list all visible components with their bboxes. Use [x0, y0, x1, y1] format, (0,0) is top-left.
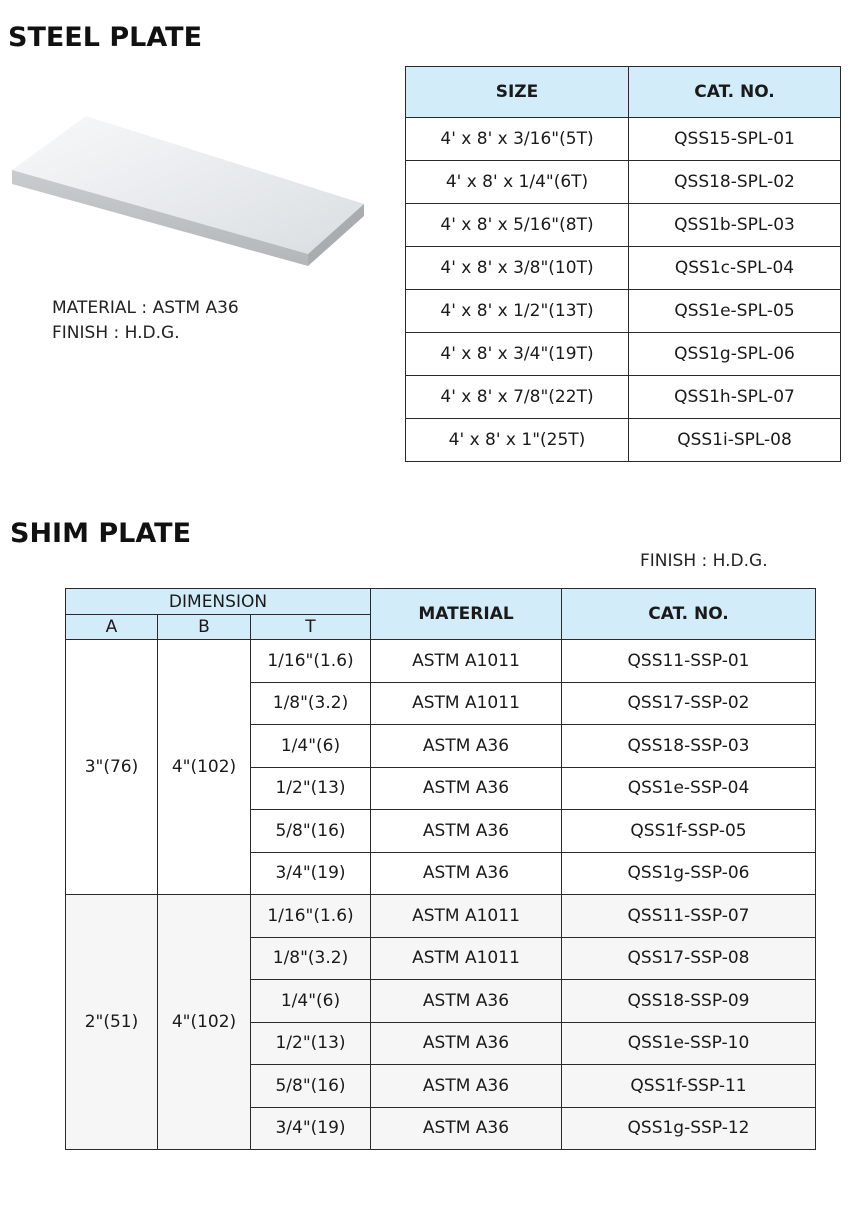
table-row [406, 419, 841, 462]
cat-no-header: CAT. NO. [562, 589, 816, 640]
size-cell: 4' x 8' x 1/2"(13T) [406, 290, 629, 333]
cat-no-cell: QSS18-SPL-02 [629, 161, 841, 204]
cat-no-cell: QSS1g-SSP-06 [562, 852, 816, 895]
cat-no-cell: QSS1h-SPL-07 [629, 376, 841, 419]
cat-no-cell: QSS1g-SPL-06 [629, 333, 841, 376]
material-cell: ASTM A1011 [371, 895, 562, 938]
steel-plate-title: STEEL PLATE [8, 22, 203, 53]
cat-no-cell: QSS1e-SSP-10 [562, 1022, 816, 1065]
table-row [406, 376, 841, 419]
shim-plate-title: SHIM PLATE [10, 518, 192, 549]
dimension-t-cell: 1/16"(1.6) [251, 895, 371, 938]
dimension-t-cell: 1/16"(1.6) [251, 640, 371, 683]
material-cell: ASTM A36 [371, 852, 562, 895]
cat-no-cell: QSS1c-SPL-04 [629, 247, 841, 290]
steel-plate-table [405, 66, 841, 462]
material-cell: ASTM A36 [371, 1107, 562, 1150]
cat-no-cell: QSS18-SSP-03 [562, 725, 816, 768]
dimension-t-cell: 5/8"(16) [251, 810, 371, 853]
cat-no-cell: QSS1g-SSP-12 [562, 1107, 816, 1150]
table-row [406, 290, 841, 333]
shim-plate-finish: FINISH : H.D.G. [640, 551, 768, 571]
cat-no-cell: QSS11-SSP-07 [562, 895, 816, 938]
table-row [66, 640, 816, 683]
cat-no-cell: QSS18-SSP-09 [562, 980, 816, 1023]
material-cell: ASTM A1011 [371, 937, 562, 980]
dimension-t-cell: 3/4"(19) [251, 852, 371, 895]
dimension-t-cell: 1/8"(3.2) [251, 937, 371, 980]
dimension-a-cell: 3"(76) [66, 640, 158, 895]
cat-no-cell: QSS1f-SSP-05 [562, 810, 816, 853]
steel-plate-illustration [8, 112, 368, 272]
dimension-t-cell: 3/4"(19) [251, 1107, 371, 1150]
table-row [406, 204, 841, 247]
steel-plate-finish: FINISH : H.D.G. [52, 323, 180, 343]
dimension-a-header: A [66, 615, 158, 640]
size-cell: 4' x 8' x 1"(25T) [406, 419, 629, 462]
material-cell: ASTM A1011 [371, 682, 562, 725]
table-row [66, 895, 816, 938]
size-cell: 4' x 8' x 5/16"(8T) [406, 204, 629, 247]
table-row [406, 161, 841, 204]
table-row [406, 247, 841, 290]
shim-plate-table [65, 588, 816, 1150]
cat-no-header: CAT. NO. [629, 67, 841, 118]
dimension-t-header: T [251, 615, 371, 640]
size-cell: 4' x 8' x 1/4"(6T) [406, 161, 629, 204]
cat-no-cell: QSS1i-SPL-08 [629, 419, 841, 462]
dimension-header: DIMENSION [66, 589, 371, 615]
cat-no-cell: QSS1f-SSP-11 [562, 1065, 816, 1108]
cat-no-cell: QSS1e-SSP-04 [562, 767, 816, 810]
material-cell: ASTM A36 [371, 767, 562, 810]
cat-no-cell: QSS1b-SPL-03 [629, 204, 841, 247]
table-row [406, 118, 841, 161]
dimension-a-cell: 2"(51) [66, 895, 158, 1150]
material-cell: ASTM A36 [371, 1065, 562, 1108]
size-cell: 4' x 8' x 7/8"(22T) [406, 376, 629, 419]
dimension-t-cell: 1/8"(3.2) [251, 682, 371, 725]
size-cell: 4' x 8' x 3/16"(5T) [406, 118, 629, 161]
cat-no-cell: QSS15-SPL-01 [629, 118, 841, 161]
cat-no-cell: QSS17-SSP-02 [562, 682, 816, 725]
dimension-t-cell: 1/2"(13) [251, 1022, 371, 1065]
shim-table-header-row [66, 589, 816, 615]
dimension-t-cell: 1/4"(6) [251, 725, 371, 768]
material-cell: ASTM A1011 [371, 640, 562, 683]
cat-no-cell: QSS1e-SPL-05 [629, 290, 841, 333]
material-cell: ASTM A36 [371, 810, 562, 853]
steel-table-header-row [406, 67, 841, 118]
table-row [406, 333, 841, 376]
cat-no-cell: QSS11-SSP-01 [562, 640, 816, 683]
cat-no-cell: QSS17-SSP-08 [562, 937, 816, 980]
steel-plate-material: MATERIAL : ASTM A36 [52, 298, 239, 318]
material-header: MATERIAL [371, 589, 562, 640]
dimension-b-cell: 4"(102) [158, 895, 251, 1150]
material-cell: ASTM A36 [371, 980, 562, 1023]
dimension-t-cell: 1/2"(13) [251, 767, 371, 810]
dimension-t-cell: 1/4"(6) [251, 980, 371, 1023]
dimension-b-cell: 4"(102) [158, 640, 251, 895]
dimension-b-header: B [158, 615, 251, 640]
size-header: SIZE [406, 67, 629, 118]
dimension-t-cell: 5/8"(16) [251, 1065, 371, 1108]
size-cell: 4' x 8' x 3/4"(19T) [406, 333, 629, 376]
material-cell: ASTM A36 [371, 725, 562, 768]
size-cell: 4' x 8' x 3/8"(10T) [406, 247, 629, 290]
material-cell: ASTM A36 [371, 1022, 562, 1065]
